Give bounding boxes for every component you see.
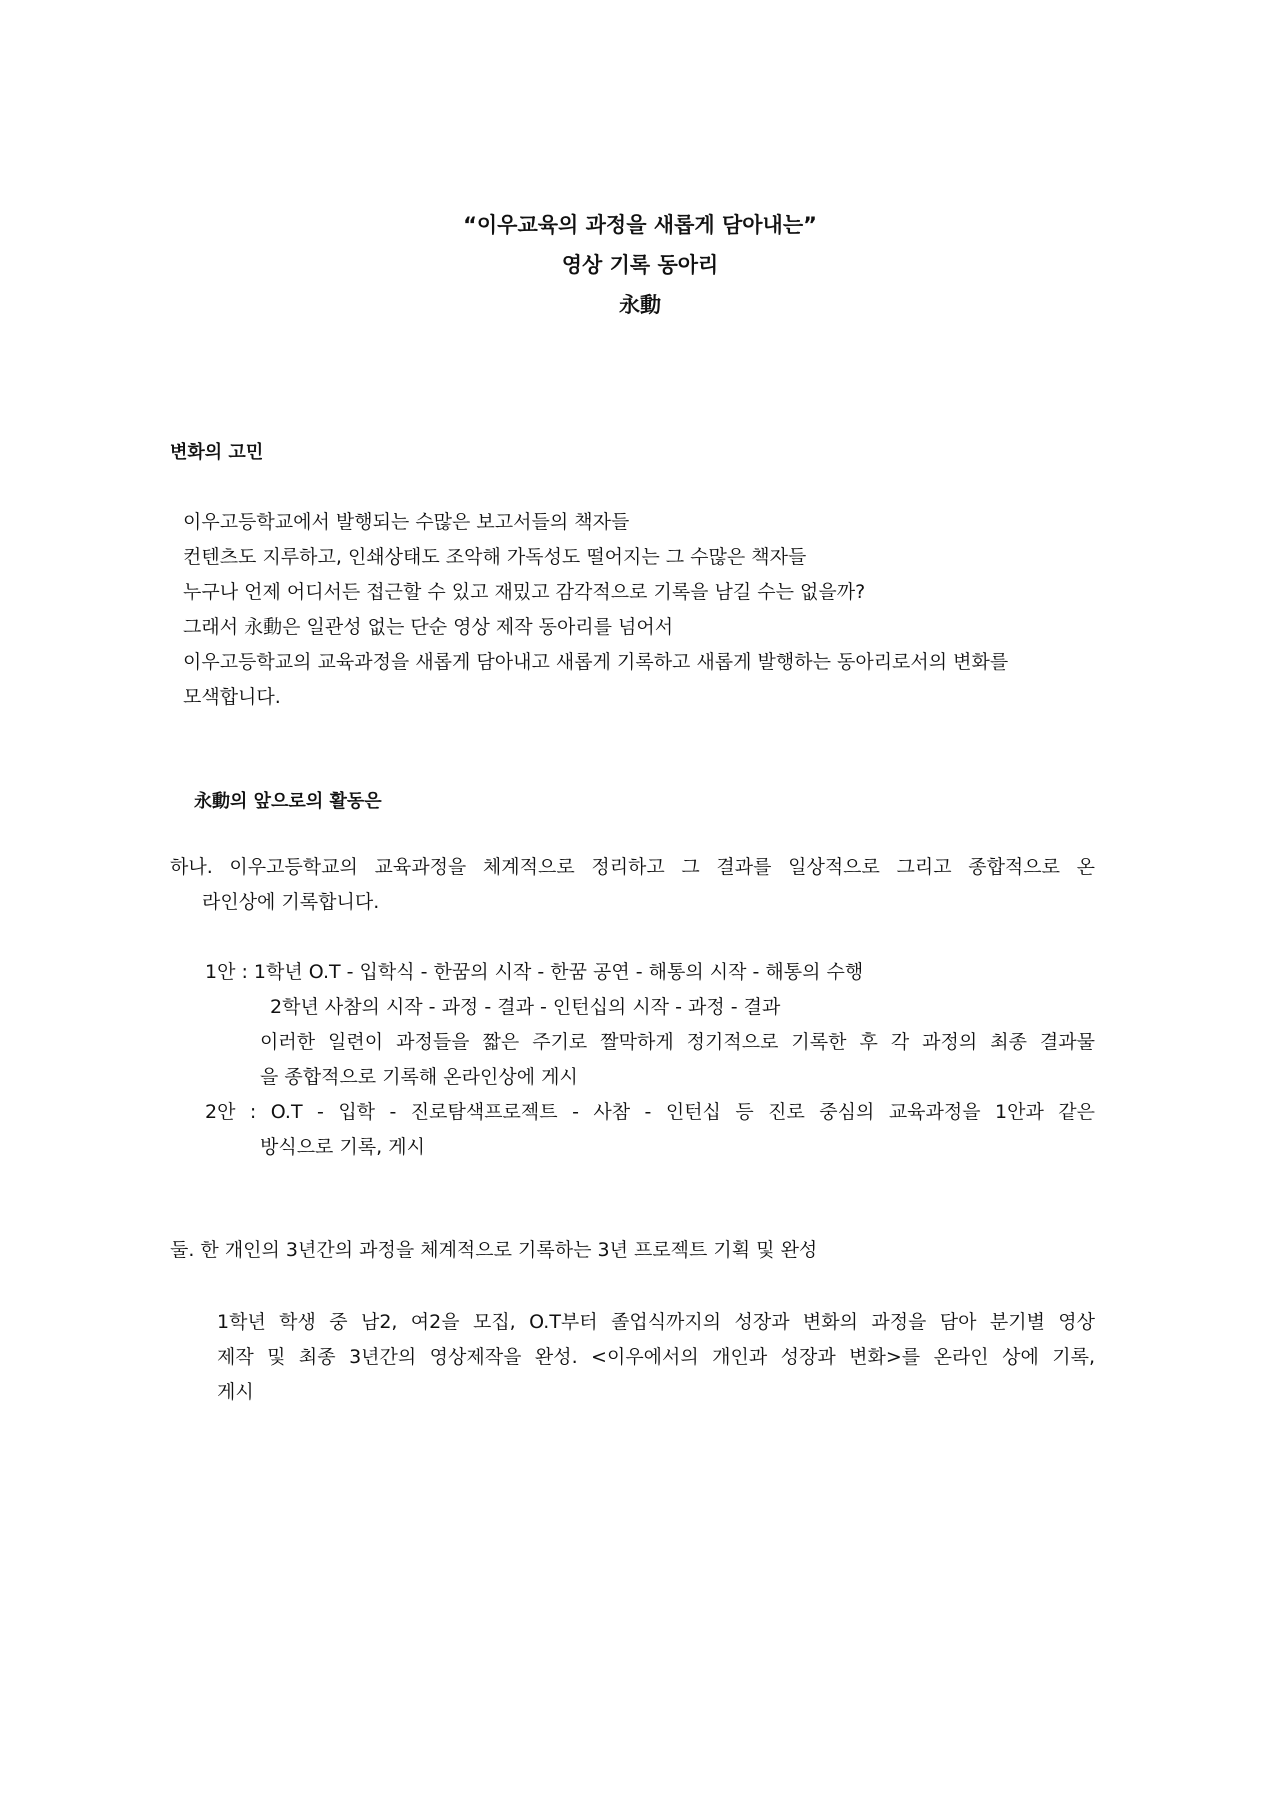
plan-1-line: 을 종합적으로 기록해 온라인상에 게시 <box>260 1066 578 1088</box>
section-body-change <box>183 505 1095 715</box>
plan-1-desc <box>260 1025 1095 1095</box>
title-line-2: 영상 기록 동아리 <box>561 253 719 277</box>
body-line: 그래서 永動은 일관성 없는 단순 영상 제작 동아리를 넘어서 <box>183 616 674 638</box>
plan-2-line: 방식으로 기록, 게시 <box>260 1136 425 1158</box>
body-line: 누구나 언제 어디서든 접근할 수 있고 재밌고 감각적으로 기록을 남길 수는 없을까? <box>183 581 866 603</box>
activity-item-1-line: 라인상에 기록합니다. <box>202 891 380 913</box>
title-line-3: 永動 <box>619 293 661 317</box>
activity-item-1-line: 하나. 이우고등학교의 교육과정을 체계적으로 정리하고 그 결과를 일상적으로 그리고 종합적으로 온 <box>170 856 1095 878</box>
activity-item-2-detail <box>217 1305 1095 1410</box>
section-heading-change: 변화의 고민 <box>170 442 264 463</box>
section-heading-activities: 永動의 앞으로의 활동은 <box>194 791 382 812</box>
activity-item-2-detail-line: 게시 <box>217 1381 254 1403</box>
body-line: 컨텐츠도 지루하고, 인쇄상태도 조악해 가독성도 떨어지는 그 수많은 책자들 <box>183 546 807 568</box>
plan-2-cont <box>260 1130 1095 1165</box>
activity-item-2-detail-line: 제작 및 최종 3년간의 영상제작을 완성. <이우에서의 개인과 성장과 변화>를 온라인 상에 기록, <box>217 1346 1095 1368</box>
activity-item-1 <box>170 850 1095 885</box>
body-line: 모색합니다. <box>183 686 281 708</box>
plan-1-line: 이러한 일련이 과정들을 짧은 주기로 짤막하게 정기적으로 기록한 후 각 과정의 최종 결과물 <box>260 1031 1095 1053</box>
activity-item-2-line: 둘. 한 개인의 3년간의 과정을 체계적으로 기록하는 3년 프로젝트 기획 및 완성 <box>170 1239 818 1261</box>
title-line-1: “이우교육의 과정을 새롭게 담아내는” <box>463 213 817 237</box>
activity-item-2-detail-line: 1학년 학생 중 남2, 여2을 모집, O.T부터 졸업식까지의 성장과 변화의 과정을 담아 분기별 영상 <box>217 1311 1095 1333</box>
document-title <box>0 205 1280 325</box>
plan-2-line: 2안 : O.T - 입학 - 진로탐색프로젝트 - 사참 - 인턴십 등 진로 중심의 교육과정을 1안과 같은 <box>205 1101 1095 1123</box>
activity-item-2 <box>170 1233 1095 1268</box>
plan-2 <box>205 1095 1095 1130</box>
body-line: 이우고등학교의 교육과정을 새롭게 담아내고 새롭게 기록하고 새롭게 발행하는 동아리로서의 변화를 <box>183 651 1009 673</box>
activity-item-1-cont <box>202 885 1095 920</box>
body-line: 이우고등학교에서 발행되는 수많은 보고서들의 책자들 <box>183 511 630 533</box>
plan-1-line: 1안 : 1학년 O.T - 입학식 - 한꿈의 시작 - 한꿈 공연 - 해통의 시작 - 해통의 수행 <box>205 961 864 983</box>
plan-1-line: 2학년 사참의 시작 - 과정 - 결과 - 인턴십의 시작 - 과정 - 결과 <box>270 996 781 1018</box>
plan-1 <box>205 955 1095 990</box>
plan-1-cont <box>270 990 1095 1025</box>
